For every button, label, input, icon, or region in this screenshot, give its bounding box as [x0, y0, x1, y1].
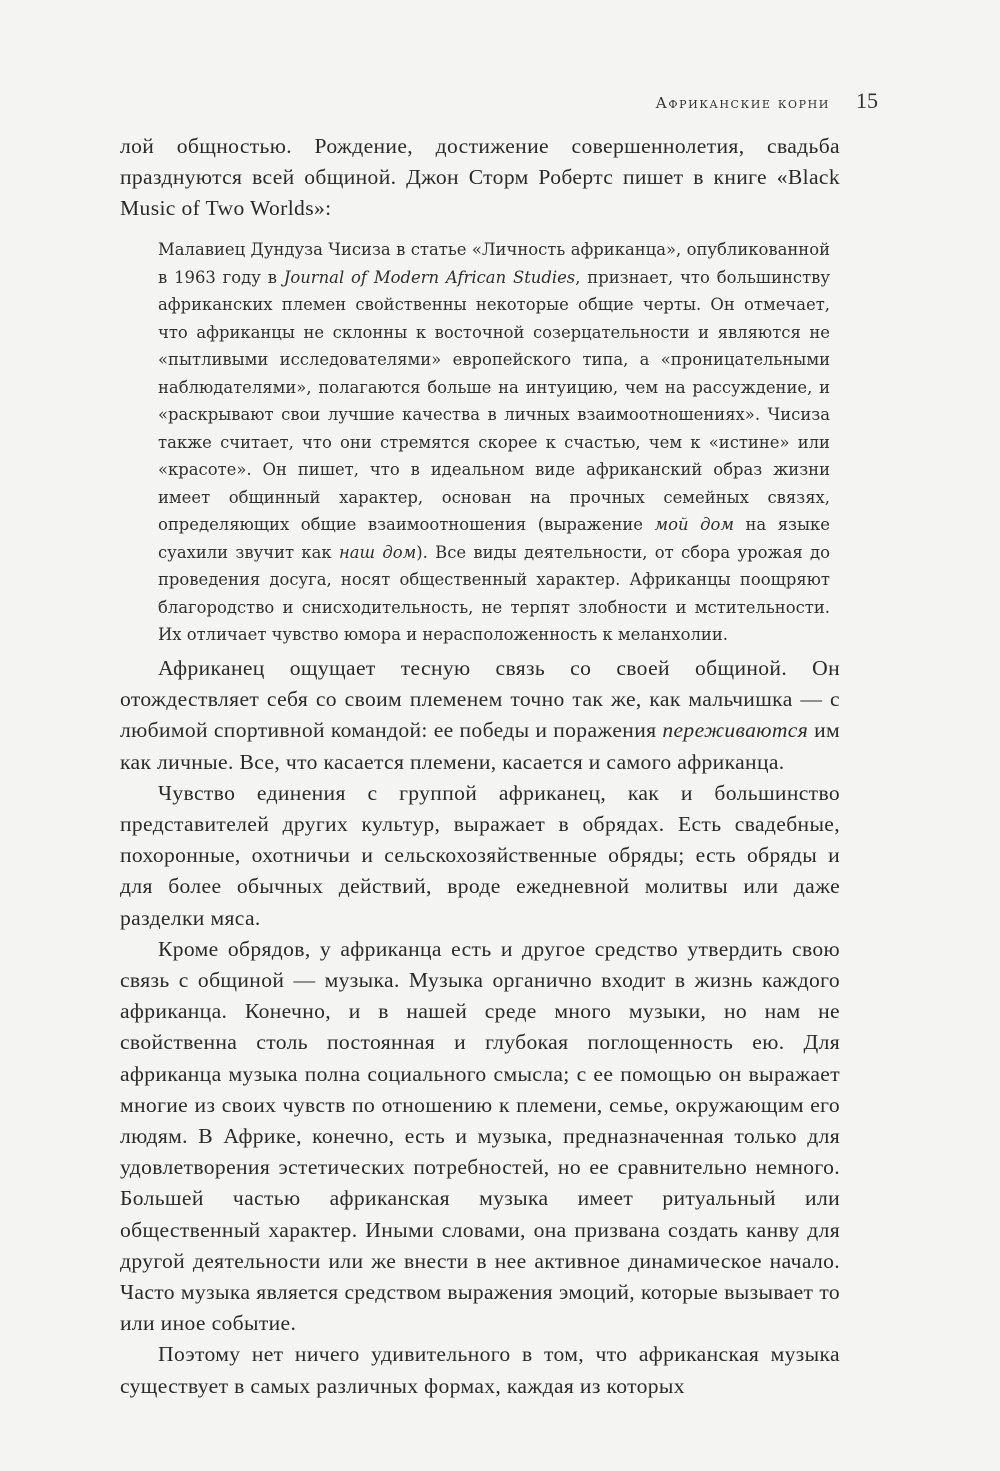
paragraph-community	[120, 653, 840, 778]
quote-text-3: на языке суахили звучит как	[158, 515, 830, 562]
paragraph-forms: Поэтому нет ничего удивительного в том, что африканская музыка существует в самых различных формах, каждая из которых	[120, 1342, 840, 1398]
quote-text-4: ). Все виды деятельности, от сбора урожая до проведения досуга, носят общественный характер. Африканцы поощряют благородство и снисходительность, не терпят злобности и мстительности. Их отличает чувство юмора и нерасположенность к меланхолии.	[158, 542, 830, 644]
paragraph-music: Кроме обрядов, у африканца есть и другое средство утвердить свою связь с общиной — музыка. Музыка органично входит в жизнь каждого африканца. Конечно, и в нашей среде много музыки, но нам не свойственна столь постоянная и глубокая поглощенность ею. Для африканца музыка полна социального смысла; с ее помощью он выражает многие из своих чувств по отношению к племени, семье, окружающим его людям. В Африке, конечно, есть и музыка, предназначенная только для удовлетворения эстетических потребностей, но ее сравнительно немного. Большей частью африканская музыка имеет ритуальный или общественный характер. Иными словами, она призвана создать канву для другой деятельности или же внести в нее активное динамическое начало. Часто музыка является средством выражения эмоций, которые вызывает то или иное событие.	[120, 936, 840, 1336]
quote-paragraph	[158, 236, 830, 649]
emphasis-word: переживаются	[662, 718, 809, 743]
term-our-home: наш дом	[338, 542, 417, 562]
term-my-home: мой дом	[654, 515, 734, 534]
text-block-top	[120, 131, 840, 225]
quote-text-1: Малавиец Дундуза Чисиза в статье «Личность африканца», опубликованной в 1963 году в	[158, 240, 830, 287]
paragraph-community-text-2: им как личные. Все, что касается племени, касается и самого африканца.	[120, 718, 840, 774]
journal-title: Journal of Modern African Studies	[283, 267, 576, 287]
paragraph-community-text-1: Африканец ощущает тесную связь со своей общиной. Он отождествляет себя со своим племенем точно так же, как мальчишка — с любимой спортивной командой: ее победы и поражения	[120, 656, 840, 743]
running-head	[655, 88, 878, 114]
block-quote	[158, 236, 830, 649]
text-block-bottom	[120, 653, 840, 1402]
quote-text-2: , признает, что большинству африканских племен свойственны некоторые общие черты. Он отмечает, что африканцы не склонны к восточной созерцательности и являются не «пытливыми исследователями» европейского типа, а «проницательными наблюдателями», полагаются больше на интуицию, чем на рассуждение, и «раскрывают свои лучшие качества в личных взаимоотношениях». Чисиза также считает, что они стремятся скорее к счастью, чем к «истине» или «красоте». Он пишет, что в идеальном виде африканский образ жизни имеет общинный характер, основан на прочных семейных связях, определяющих общие взаимоотношения (выражение	[158, 267, 831, 534]
running-title: Африканские корни	[655, 94, 830, 112]
paragraph-continuation: лой общностью. Рождение, достижение совершеннолетия, свадьба празднуются всей общиной. Джон Сторм Робертс пишет в книге «Black Music of Two Worlds»:	[120, 134, 840, 221]
page-number: 15	[856, 88, 878, 113]
paragraph-rituals: Чувство единения с группой африканец, как и большинство представителей других культур, выражает в обрядах. Есть свадебные, похоронные, охотничьи и сельскохозяйственные обряды; есть обряды и для более обычных действий, вроде ежедневной молитвы или даже разделки мяса.	[120, 780, 840, 930]
